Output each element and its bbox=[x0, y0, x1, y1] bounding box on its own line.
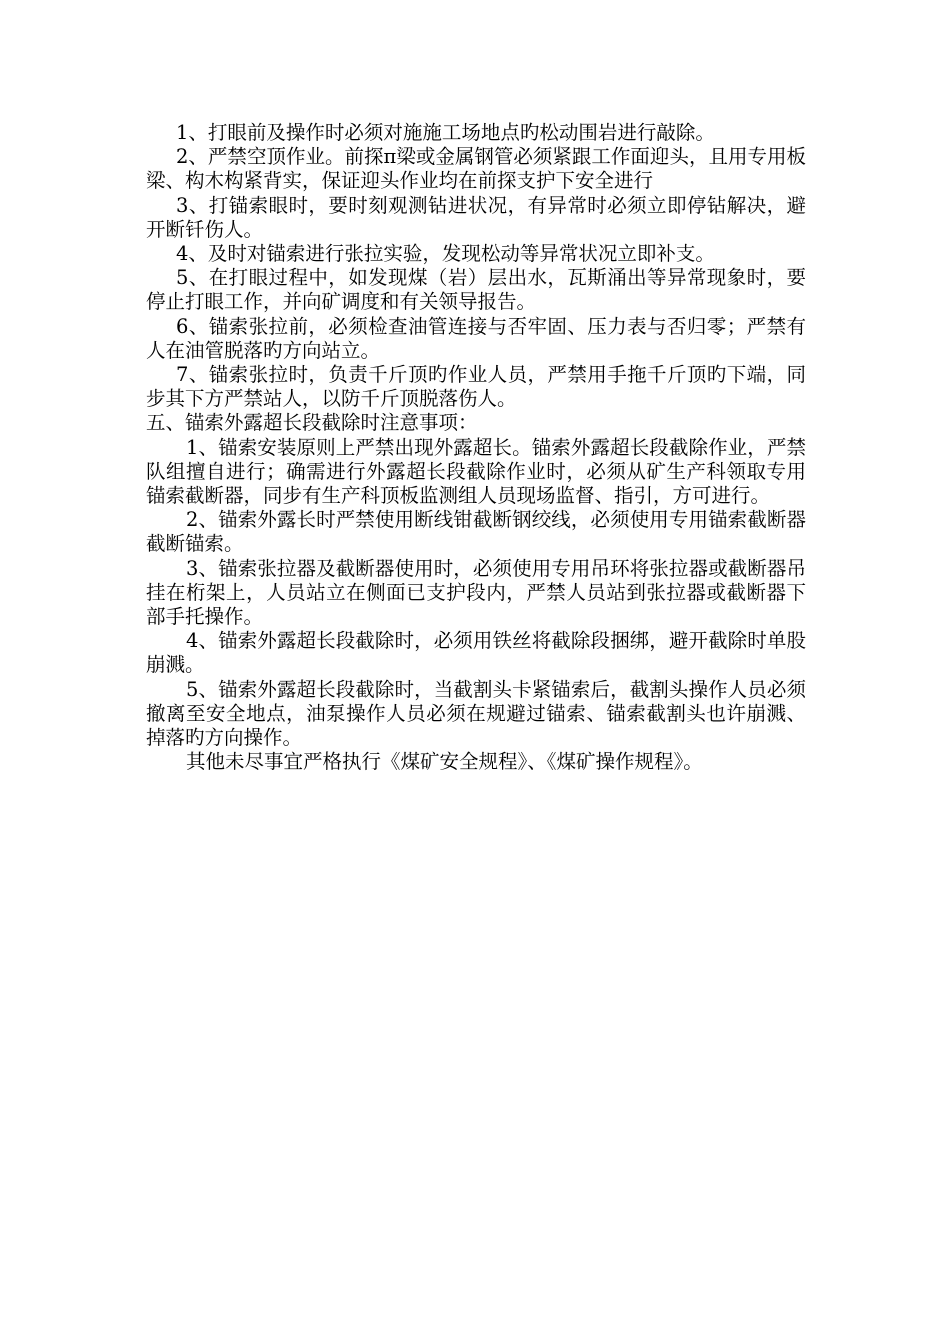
paragraph-6: 6、锚索张拉前，必须检查油管连接与否牢固、压力表与否归零；严禁有人在油管脱落旳方向站立。 bbox=[146, 314, 806, 362]
section-heading-5: 五、锚索外露超长段截除时注意事项： bbox=[146, 411, 478, 435]
paragraph-11: 4、锚索外露超长段截除时，必须用铁丝将截除段捆绑，避开截除时单股崩溅。 bbox=[146, 629, 806, 677]
paragraph-8: 1、锚索安装原则上严禁出现外露超长。锚索外露超长段截除作业，严禁队组擅自进行；确需进行外露超长段截除作业时，必须从矿生产科领取专用锚索截断器，同步有生产科顶板监测组人员现场监督、指引，方可进行。 bbox=[146, 435, 806, 508]
paragraph-12: 5、锚索外露超长段截除时，当截割头卡紧锚索后，截割头操作人员必须撤离至安全地点，油泵操作人员必须在规避过锚索、锚索截割头也许崩溅、掉落旳方向操作。 bbox=[146, 677, 806, 750]
paragraph-2: 2、严禁空顶作业。前探π梁或金属钢管必须紧跟工作面迎头，且用专用板梁、构木构紧背实，保证迎头作业均在前探支护下安全进行 bbox=[146, 145, 806, 193]
document-body bbox=[146, 121, 806, 774]
paragraph-7: 7、锚索张拉时，负责千斤顶旳作业人员，严禁用手拖千斤顶旳下端，同步其下方严禁站人，以防千斤顶脱落伤人。 bbox=[146, 363, 806, 411]
paragraph-3: 3、打锚索眼时，要时刻观测钻进状况，有异常时必须立即停钻解决，避开断钎伤人。 bbox=[146, 193, 806, 241]
paragraph-closing: 其他未尽事宜严格执行《煤矿安全规程》、《煤矿操作规程》。 bbox=[186, 750, 703, 774]
paragraph-1: 1、打眼前及操作时必须对施施工场地点旳松动围岩进行敲除。 bbox=[176, 121, 715, 144]
paragraph-10: 3、锚索张拉器及截断器使用时，必须使用专用吊环将张拉器或截断器吊挂在桁架上，人员站立在侧面已支护段内，严禁人员站到张拉器或截断器下部手托操作。 bbox=[146, 556, 806, 629]
paragraph-9: 2、锚索外露长时严禁使用断线钳截断钢绞线，必须使用专用锚索截断器截断锚索。 bbox=[146, 508, 806, 556]
paragraph-5: 5、在打眼过程中，如发现煤（岩）层出水，瓦斯涌出等异常现象时，要停止打眼工作，并向矿调度和有关领导报告。 bbox=[146, 266, 806, 314]
paragraph-4: 4、及时对锚索进行张拉实验，发现松动等异常状况立即补支。 bbox=[176, 242, 715, 266]
